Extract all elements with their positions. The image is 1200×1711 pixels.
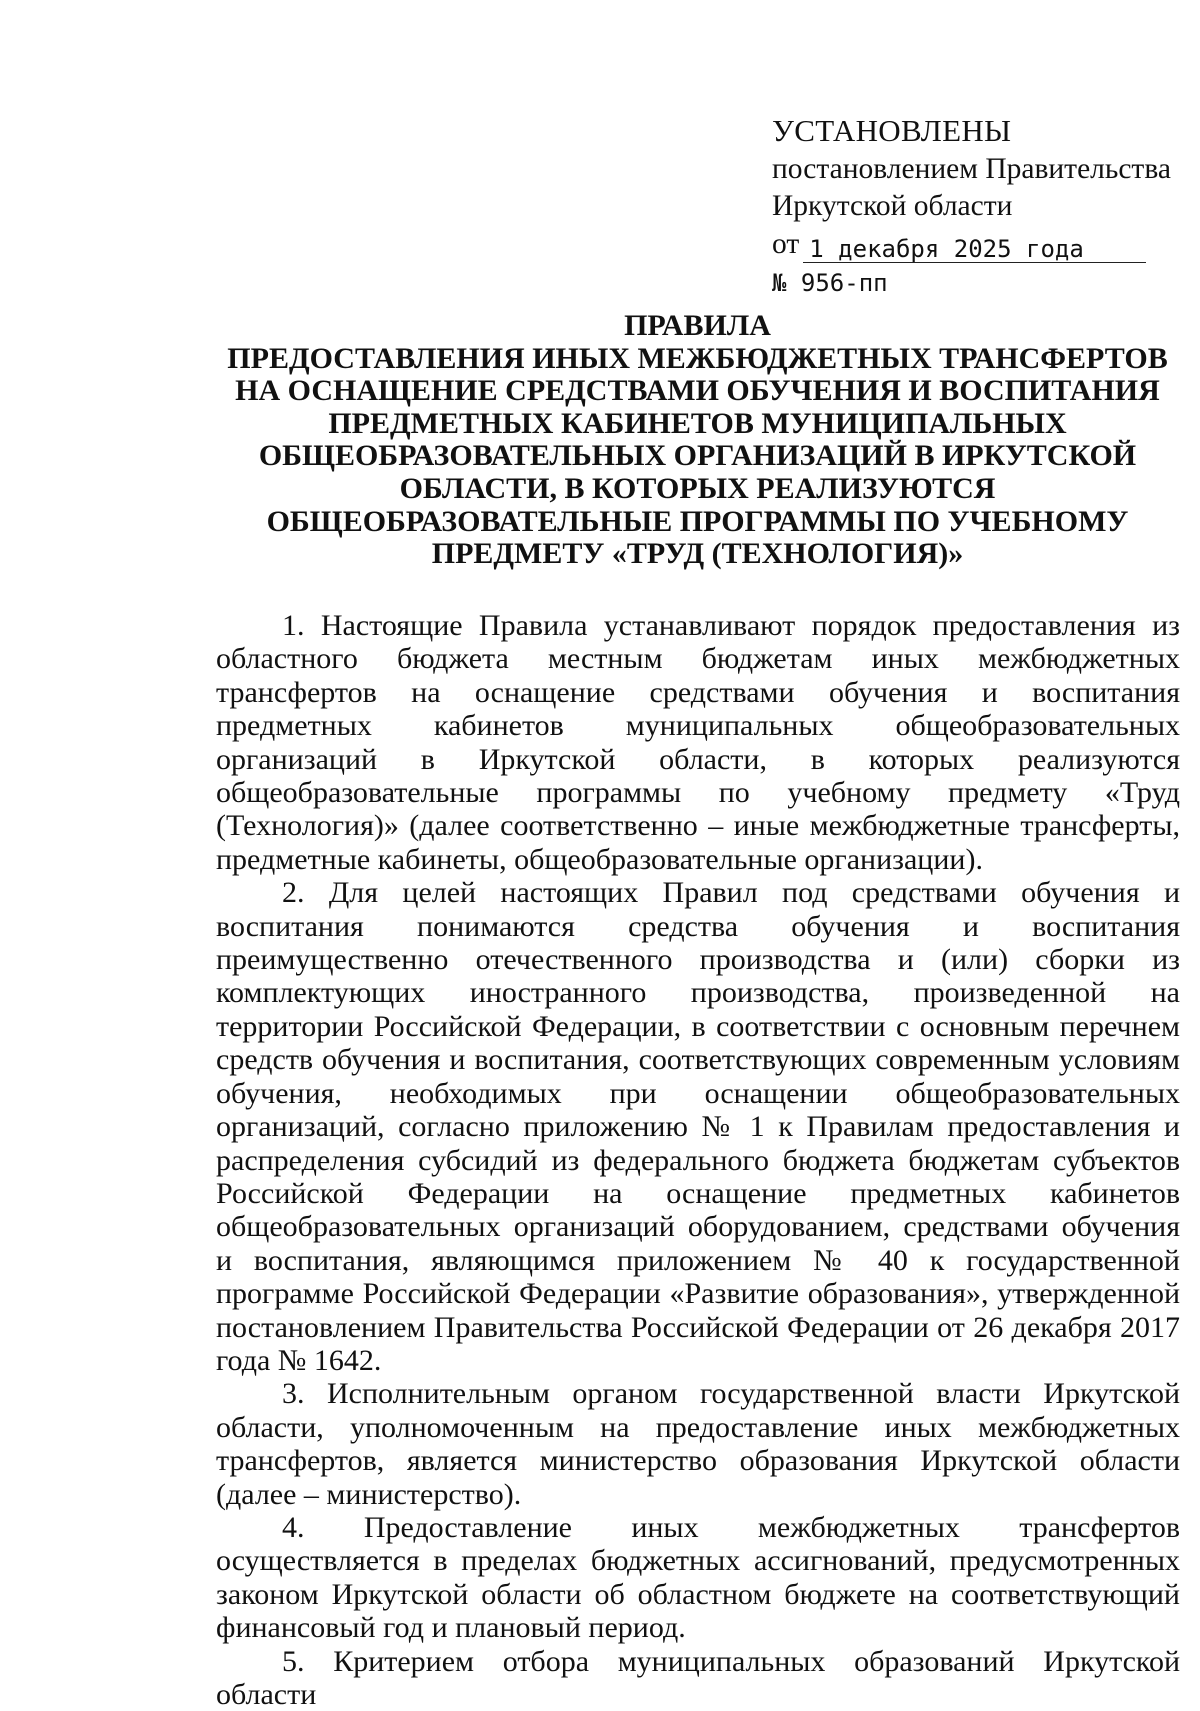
date-prefix: от (772, 228, 800, 260)
approval-mark: УСТАНОВЛЕНЫ (772, 113, 1012, 148)
paragraph-3: 3. Исполнительным органом государственной власти Иркутской области, уполномоченным на предоставление иных межбюджетных трансфертов, является министерство образования Иркутской области (далее – министерство). (216, 1377, 1180, 1511)
paragraph-1: 1. Настоящие Правила устанавливают порядок предоставления из областного бюджета местным бюджетам иных межбюджетных трансфертов на оснащение средствами обучения и воспитания предметных кабинетов муниципальных общеобразовательных организаций в Иркутской области, в которых реализуются общеобразовательные программы по учебному предмету «Труд (Технология)» (далее соответственно – иные межбюджетные трансферты, предметные кабинеты, общеобразовательные организации). (216, 609, 1180, 876)
paragraph-4: 4. Предоставление иных межбюджетных трансфертов осуществляется в пределах бюджетных ассигнований, предусмотренных законом Иркутской области об областном бюджете на соответствующий финансовый год и плановый период. (216, 1510, 1180, 1645)
title-heading: ПРАВИЛА (624, 309, 771, 342)
paragraph-2: 2. Для целей настоящих Правил под средствами обучения и воспитания понимаются средства обучения и воспитания преимущественно отечественного производства и (или) сборки из комплектующих иностранного производства, произведенной на территории Российской Федерации, в соответствии с основным перечнем средств обучения и воспитания, соответствующих современным условиям обучения, необходимых при оснащении общеобразовательных организаций, согласно приложению № 1 к Правилам предоставления и распределения субсидий из федерального бюджета бюджетам субъектов Российской Федерации на оснащение предметных кабинетов общеобразовательных организаций оборудованием, средствами обучения и воспитания, являющимся приложением № 40 к государственной программе Российской Федерации «Развитие образования», утвержденной постановлением Правительства Российской Федерации от 26 декабря 2017 года № 1642. (216, 876, 1180, 1377)
approval-line-1: постановлением Правительства (772, 153, 1171, 185)
approval-date: 1 декабря 2025 года (803, 237, 1146, 263)
title-subheading: ПРЕДОСТАВЛЕНИЯ ИНЫХ МЕЖБЮДЖЕТНЫХ ТРАНСФЕРТОВ НА ОСНАЩЕНИЕ СРЕДСТВАМИ ОБУЧЕНИЯ И ВОСПИТАНИЯ ПРЕДМЕТНЫХ КАБИНЕТОВ МУНИЦИПАЛЬНЫХ ОБЩЕОБРАЗОВАТЕЛЬНЫХ ОРГАНИЗАЦИЙ В ИРКУТСКОЙ ОБЛАСТИ, В КОТОРЫХ РЕАЛИЗУЮТСЯ ОБЩЕОБРАЗОВАТЕЛЬНЫЕ ПРОГРАММЫ ПО УЧЕБНОМУ ПРЕДМЕТУ «ТРУД (ТЕХНОЛОГИЯ)» (227, 341, 1168, 571)
approval-stamp (772, 112, 1172, 299)
paragraph-5: 5. Критерием отбора муниципальных образований Иркутской области (216, 1644, 1180, 1711)
approval-date-row (772, 226, 1172, 263)
approval-line-2: Иркутской области (772, 190, 1013, 222)
document-title (205, 310, 1190, 571)
document-body (216, 609, 1180, 1711)
approval-number: № 956-пп (772, 269, 888, 297)
